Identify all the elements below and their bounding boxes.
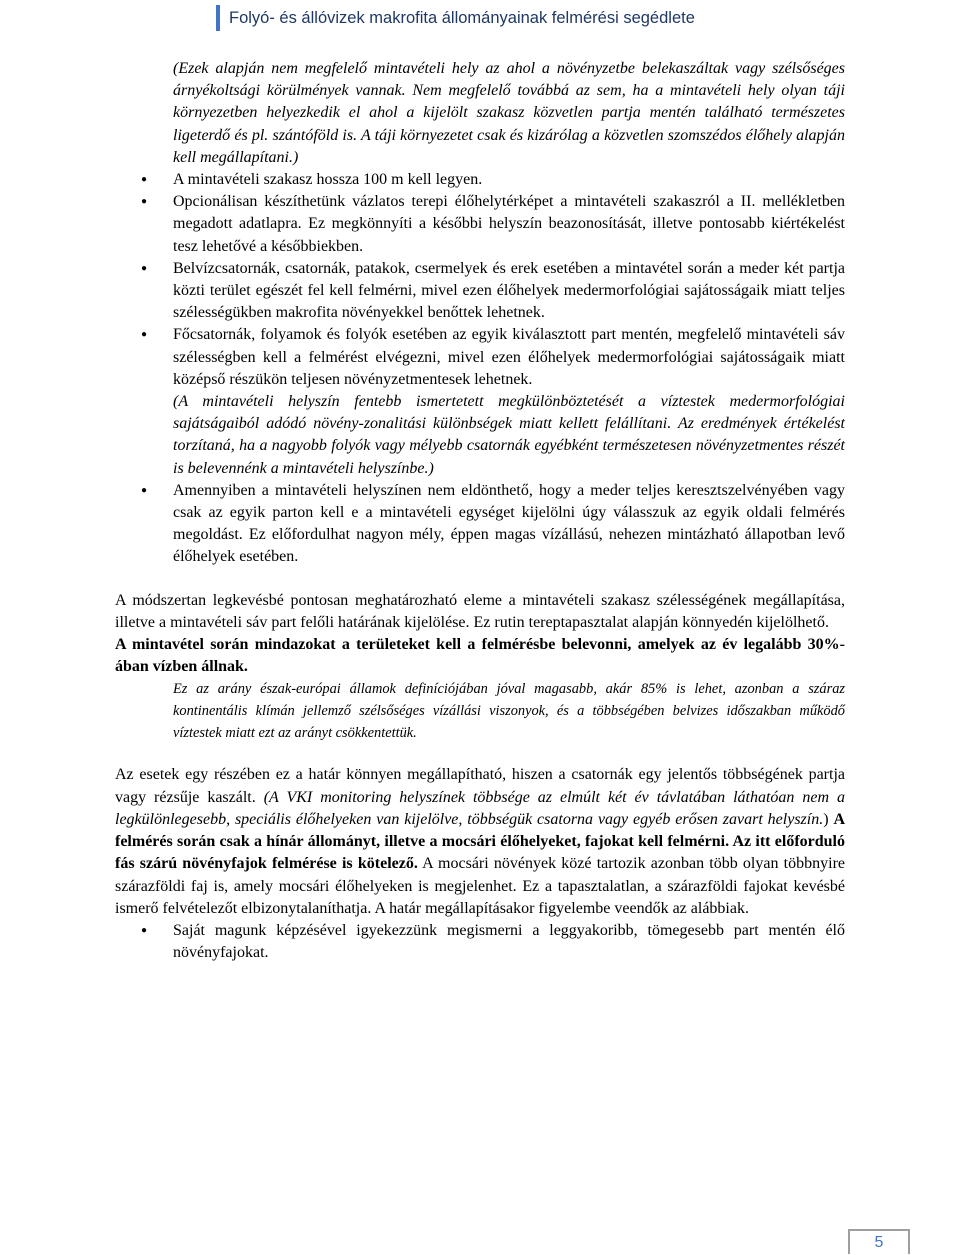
- document-title: Folyó- és állóvizek makrofita állományainak felmérési segédlete: [229, 9, 695, 27]
- bold-paragraph: A mintavétel során mindazokat a területeket kell a felmérésbe belevonni, amelyek az év legalább 30%-ában vízben állnak.: [115, 636, 845, 676]
- list-item: [173, 324, 845, 479]
- page-number: 5: [874, 1234, 884, 1251]
- list-item: [173, 920, 845, 964]
- bullet-text: ● Belvízcsatornák, csatornák, patakok, csermelyek és erek esetében a mintavétel során a meder két partja közti terület egészét fel kell felmérni, mivel ezen élőhelyek medermorfológiai sajátosságaik miatt teljes szélességükben makrofita növényekkel benőttek lehetnek.: [173, 259, 845, 322]
- italic-note: (A mintavételi helyszín fentebb ismertetett megkülönböztetését a víztestek medermorfológiai sajátságaiból adódó növény-zonalitási különbségek miatt kellett felállítani. Az eredmények értékelést torzítaná, ha a nagyobb folyók vagy mélyebb csatornák egyébként természetesen növényzetmentes részét is belevennénk a mintavételi helyszínbe.): [173, 393, 845, 477]
- bullet-text: ● Főcsatornák, folyamok és folyók esetében az egyik kiválasztott part mentén, megfelelő mintavételi sáv szélességben kell a felmérést elvégezni, mivel ezen élőhelyek medermorfológiai sajátosságaik miatt középső részükön teljesen növényzetmentesek lehetnek.: [173, 326, 845, 388]
- paragraph-text: A mocsári növények közé tartozik azonban több olyan többnyire szárazföldi faj is, amely mocsári élőhelyeken is megjelenhet. Ez a tapasztalatlan, a szárazföldi fajokat kevésbé ismerő felvételezőt elbizonytalaníthatja. A határ megállapításakor figyelembe veendők az alábbiak.: [115, 855, 845, 917]
- paragraph-text: ): [823, 810, 834, 828]
- bullet-list-sampling: [115, 58, 845, 569]
- bold-text: A felmérés során csak a hínár állományt, illetve a mocsári élőhelyeket, fajokat kell felmérni. Az itt előforduló fás szárú növényfajok felmérése is kötelező.: [115, 810, 846, 873]
- list-item: [173, 58, 845, 169]
- list-item: [173, 169, 845, 191]
- running-header: [216, 5, 695, 31]
- bullet-text: ● Amennyiben a mintavételi helyszínen nem eldönthető, hogy a meder teljes keresztszelvényében vagy csak az egyik parton kell e a mintavételi egységet kijelölni úgy válasszuk az egyik oldali felmérés megoldást. Ez előfordulhat nagyon mély, éppen magas vízállású, nehezen mintázható állapotban levő élőhelyek esetében.: [173, 481, 845, 566]
- list-item: [173, 258, 845, 325]
- list-item: [173, 191, 845, 258]
- page-number-box: [848, 1229, 910, 1254]
- paragraph-text: Az esetek egy részében ez a határ könnyen megállapítható, hiszen a csatornák egy jelentős többségének partja vagy rézsűje kaszált.: [115, 766, 845, 806]
- bullet-list-guidelines: [115, 920, 845, 964]
- italic-text: (A VKI monitoring helyszínek többsége az elmúlt két év távlatában láthatóan nem a legkülönlegesebb, speciális élőhelyeken van kijelölve, többségük csatorna vagy egyéb erősen zavart helyszín.: [115, 788, 846, 828]
- page-body: [115, 58, 845, 964]
- bullet-text: ● A mintavételi szakasz hossza 100 m kell legyen.: [173, 171, 483, 189]
- paragraph: A módszertan legkevésbé pontosan meghatározható eleme a mintavételi szakasz szélességének megállapítása, illetve a mintavételi sáv part felőli határának kijelölése. Ez rutin tereptapasztalat alapján könnyedén kijelölhető.: [115, 591, 845, 631]
- paragraph: [115, 764, 845, 919]
- small-italic-note: Ez az arány észak-európai államok definíciójában jóval magasabb, akár 85% is lehet, azonban a száraz kontinentális klímán jellemző szélsőséges vízállási viszonyok, és a többségében belvizes időszakban működő víztestek miatt ezt az arányt csökkentettük.: [173, 681, 845, 742]
- bullet-text: ● Saját magunk képzésével igyekezzünk megismerni a leggyakoribb, tömegesebb part mentén élő növényfajokat.: [173, 921, 845, 962]
- bullet-text: ● Opcionálisan készíthetünk vázlatos terepi élőhelytérképet a mintavételi szakaszról a II. mellékletben megadott adatlapra. Ez megkönnyíti a későbbi helyszín beazonosítását, illetve pontosabb kiértékelést tesz lehetővé a későbbiekben.: [173, 193, 845, 255]
- list-item: [173, 480, 845, 569]
- italic-note: (Ezek alapján nem megfelelő mintavételi hely az ahol a növényzetbe belekaszáltak vagy szélsőséges árnyékoltsági körülmények vannak. Nem megfelelő továbbá az sem, ha a mintavételi hely olyan táji környezetben helyezkedik el ahol a kijelölt szakasz közvetlen partja mentén található természetes ligeterdő és pl. szántóföld is. A táji környezetet csak és kizárólag a közvetlen szomszédos élőhely alapján kell megállapítani.): [173, 60, 845, 166]
